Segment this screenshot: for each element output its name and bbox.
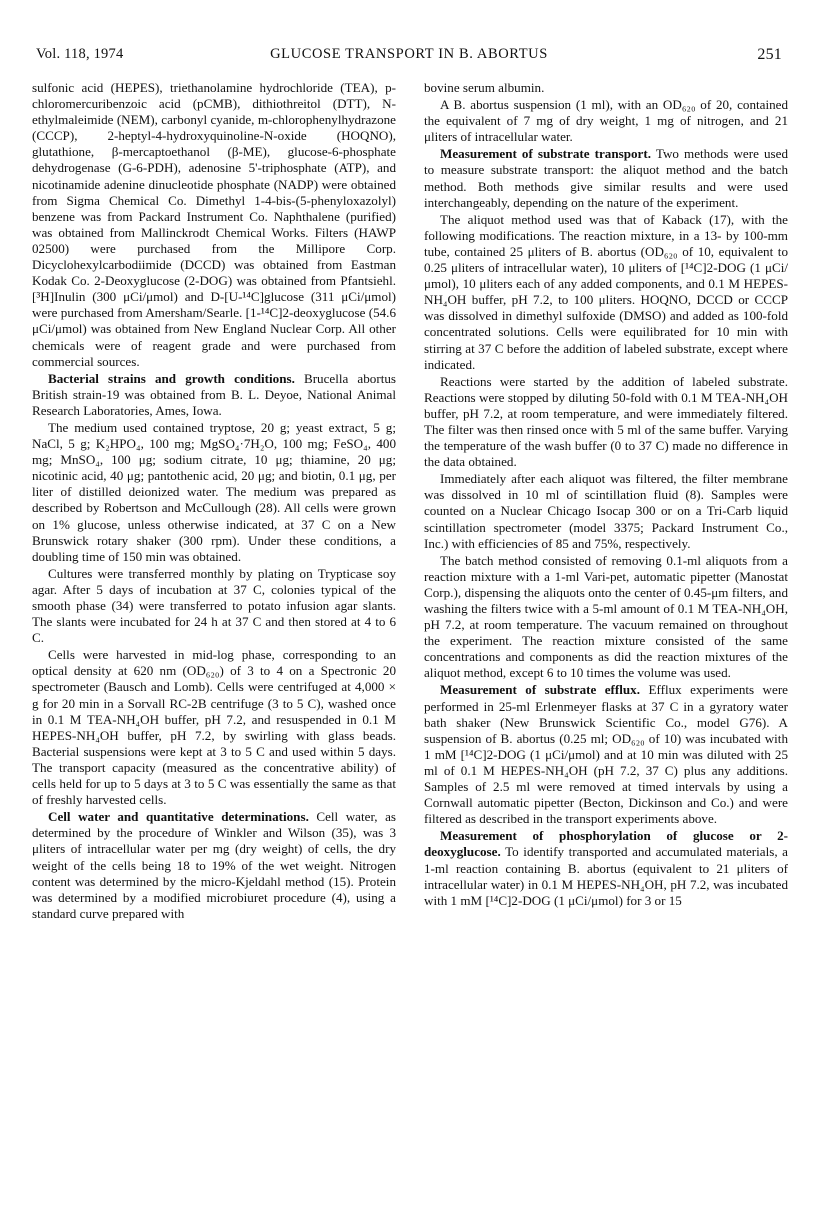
volume-label: Vol. 118, 1974	[36, 46, 124, 62]
paragraph: The batch method consisted of removing 0.1-ml aliquots from a reaction mixture with a 1-ml Vari-pet, automatic pipetter (Manostat Corp.), dispensing the aliquots onto the center of 0.45-μm filters, and washing the filters twice with a 5-ml amount of 0.1 M TEA-NH₄OH, pH 7.2, at room temperature. The vacuum remained on throughout the experiment. The reaction mixture consisted of the same concentrations and components as did the reaction mixtures of the aliquot method, except 6 to 10 times the volume was used.	[424, 552, 788, 681]
paragraph-text: Efflux experiments were performed in 25-ml Erlenmeyer flasks at 37 C in a gyratory water bath shaker (New Brunswick Scientific Co., model G76). A suspension of B. abortus (0.25 ml; OD₆₂₀ of 10) was incubated with 1 mM [¹⁴C]2-DOG (1 μCi/μmol) and at 10 min was diluted with 25 ml of 0.1 M HEPES-NH₄OH (pH 7.2, 37 C) plus any additions. Samples of 2.5 ml were removed at timed intervals by using a Cornwall automatic pipetter (Becton, Dickinson and Co.) and were filtered as described in the transport experiments above.	[424, 682, 788, 827]
paragraph: A B. abortus suspension (1 ml), with an OD₆₂₀ of 20, contained the equivalent of 7 mg of dry weight, 1 mg of nitrogen, and 21 μliters of intracellular water.	[424, 97, 788, 145]
right-column	[424, 80, 788, 909]
running-title: GLUCOSE TRANSPORT IN B. ABORTUS	[270, 46, 548, 62]
running-header	[36, 46, 782, 68]
paragraph	[32, 809, 396, 922]
paragraph-text: To identify transported and accumulated materials, a 1-ml reaction containing B. abortus (equivalent to 21 μliters of intracellular water) in 0.1 M HEPES-NH₄OH, pH 7.2, was incubated with 1 mM [¹⁴C]2-DOG (1 μCi/μmol) for 3 or 15	[424, 844, 788, 908]
paragraph: The aliquot method used was that of Kaback (17), with the following modifications. The reaction mixture, in a 13- by 100-mm tube, contained 25 μliters of B. abortus (OD₆₂₀ of 10, equivalent to 0.25 μliters of intracellular water), 10 μliters of [¹⁴C]2-DOG (1 μCi/μmol), 10 μliters each of any added components, and 0.1 M HEPES-NH₄OH buffer, pH 7.2, to 100 μliters. HOQNO, DCCD or CCCP was dissolved in dimethyl sulfoxide (DMSO) and added as 100-fold concentrated solutions. Cells were equilibrated for 10 min with stirring at 37 C before the addition of labeled substrate, except where indicated.	[424, 211, 788, 372]
paragraph: bovine serum albumin.	[424, 80, 545, 95]
section-heading: Measurement of substrate efflux.	[440, 682, 641, 698]
paragraph-text: Cell water, as determined by the procedure of Winkler and Wilson (35), was 3 μliters of intracellular water per mg (dry weight) of cells, the dry weight of the cells being 18 to 19% of the wet weight. Nitrogen content was determined by the micro-Kjeldahl method (15). Protein was determined by a modified microbiuret procedure (4), using a standard curve prepared with	[32, 809, 396, 921]
paragraph: Reactions were started by the addition of labeled substrate. Reactions were stopped by diluting 50-fold with 0.1 M TEA-NH₄OH buffer, pH 7.2, at room temperature, and were immediately filtered. The filter was then rinsed once with 5 ml of the same buffer. Varying the temperature of the wash buffer (0 to 37 C) made no difference in the data obtained.	[424, 373, 788, 470]
paragraph	[424, 146, 788, 210]
paragraph	[424, 828, 788, 908]
section-heading: Measurement of substrate transport.	[440, 146, 652, 162]
section-heading: Bacterial strains and growth conditions.	[48, 370, 295, 386]
section-heading: Cell water and quantitative determinations.	[48, 809, 309, 825]
paragraph-text: Brucella abortus British strain-19 was obtained from B. L. Deyoe, National Animal Research Laboratories, Ames, Iowa.	[32, 370, 396, 418]
paragraph: Cells were harvested in mid-log phase, corresponding to an optical density at 620 nm (OD₆₂₀) of 3 to 4 on a Spectronic 20 spectrometer (Bausch and Lomb). Cells were centrifuged at 4,000 × g for 20 min in a Sorvall RC-2B centrifuge (3 to 5 C), washed once in 0.1 M TEA-NH₄OH buffer, pH 7.2, and resuspended in 0.1 M HEPES-NH₄OH buffer, pH 7.2, by swirling with glass beads. Bacterial suspensions were kept at 3 to 5 C and used within 5 days. The transport capacity (measured as the concentrative ability) of cells held for up to 5 days at 3 to 5 C was essentially the same as that of freshly harvested cells.	[32, 647, 396, 808]
section-heading: Measurement of phosphorylation of glucose or 2-deoxyglucose.	[424, 828, 788, 860]
paragraph: Immediately after each aliquot was filtered, the filter membrane was dissolved in 10 ml of scintillation fluid (8). Samples were counted on a Nuclear Chicago Isocap 300 or on a Tri-Carb liquid scintillation spectrometer (model 3375; Packard Instrument Co., Inc.) with efficiencies of 85 and 75%, respectively.	[424, 471, 788, 551]
paragraph: The medium used contained tryptose, 20 g; yeast extract, 5 g; NaCl, 5 g; K₂HPO₄, 100 mg; MgSO₄·7H₂O, 100 mg; FeSO₄, 400 mg; MnSO₄, 100 μg; sodium citrate, 10 μg; thiamine, 20 μg; nicotinic acid, 40 μg; pantothenic acid, 20 μg; and biotin, 0.1 μg, per liter of distilled deionized water. The medium was prepared as described by Robertson and McCullough (28). All cells were grown on 1% glucose, unless otherwise indicated, at 37 C on a New Brunswick rotary shaker (300 rpm). Under these conditions, a doubling time of 150 min was obtained.	[32, 419, 396, 564]
paragraph	[32, 371, 396, 419]
paragraph: sulfonic acid (HEPES), triethanolamine hydrochloride (TEA), p-chloromercuribenzoic acid (pCMB), dithiothreitol (DTT), N-ethylmaleimide (NEM), carbonyl cyanide, m-chlorophenylhydrazone (CCCP), 2-heptyl-4-hydroxyquinoline-N-oxide (HOQNO), glutathione, β-mercaptoethanol (β-ME), glucose-6-phosphate dehydrogenase (G-6-PDH), adenosine 5'-triphosphate (ATP), and nicotinamide adenine dinucleotide phosphate (NADP) were obtained from Sigma Chemical Co. Dimethyl 1-4-bis-(5-phenyloxazolyl) benzene was from Packard Instrument Co. Naphthalene (purified) was obtained from Mallinckrodt Chemical Works. Filters (HAWP 02500) were purchased from the Millipore Corp. Dicyclohexylcarbodiimide (DCCD) was obtained from Eastman Kodak Co. 2-Deoxyglucose (2-DOG) was obtained from Pfantsiehl. [³H]Inulin (300 μCi/μmol) and D-[U-¹⁴C]glucose (311 μCi/μmol) were purchased from Amersham/Searle. [1-¹⁴C]2-deoxyglucose (54.6 μCi/μmol) was obtained from New England Nuclear Corp. All other chemicals were of reagent grade and were purchased from commercial sources.	[32, 80, 396, 369]
left-column	[32, 80, 396, 922]
paragraph-text: Two methods were used to measure substrate transport: the aliquot method and the batch method. Both methods give similar results and were used interchangeably, depending on the nature of the experiment.	[424, 146, 788, 210]
paragraph	[424, 682, 788, 827]
page-number: 251	[757, 46, 782, 63]
paragraph: Cultures were transferred monthly by plating on Trypticase soy agar. After 5 days of incubation at 37 C, colonies typical of the smooth phase (34) were transferred to potato infusion agar slants. The slants were incubated for 24 h at 37 C and then stored at 4 to 6 C.	[32, 565, 396, 646]
